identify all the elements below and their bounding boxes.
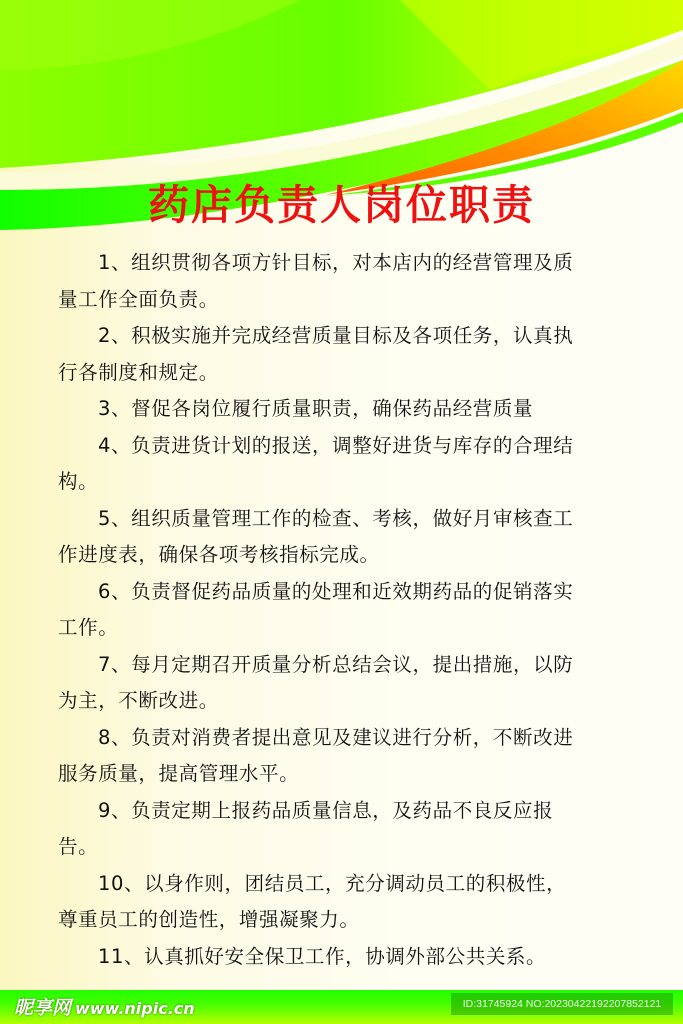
duty-4-line-2: 构。 — [58, 470, 99, 493]
duty-11-line-1: 11、认真抓好安全保卫工作，协调外部公共关系。 — [98, 944, 547, 968]
duty-5-line-2: 作进度表，确保各项考核指标完成。 — [58, 543, 380, 566]
duties-list — [58, 245, 640, 975]
duty-7-line-1: 7、每月定期召开质量分析总结会议，提出措施，以防 — [98, 652, 574, 676]
duty-2-line-1: 2、积极实施并完成经营质量目标及各项任务，认真执 — [98, 324, 574, 347]
duty-6-line-2: 工作。 — [58, 616, 119, 639]
duty-10-line-1: 10、以身作则，团结员工，充分调动员工的积极性， — [98, 871, 567, 895]
duty-7-line-2: 为主，不断改进。 — [58, 689, 219, 712]
duty-3-line-1: 3、督促各岗位履行质量职责，确保药品经营质量 — [98, 397, 534, 420]
watermark-footer — [0, 990, 683, 1024]
duty-4-line-1: 4、负责进货计划的报送，调整好进货与库存的合理结 — [98, 433, 574, 457]
duty-5-line-1: 5、组织质量管理工作的检查、考核，做好月审核查工 — [98, 506, 574, 530]
duty-8-line-1: 8、负责对消费者提出意见及建议进行分析，不断改进 — [98, 725, 574, 749]
duty-1-line-2: 量工作全面负责。 — [58, 287, 219, 311]
logo-text: 昵享网 — [14, 997, 72, 1019]
duty-8-line-2: 服务质量，提高管理水平。 — [58, 762, 300, 785]
duty-6-line-1: 6、负责督促药品质量的处理和近效期药品的促销落实 — [98, 579, 574, 603]
site-logo — [14, 993, 195, 1020]
duty-1-line-1: 1、组织贯彻各项方针目标，对本店内的经营管理及质 — [98, 251, 574, 274]
duty-10-line-2: 尊重员工的创造性，增强凝聚力。 — [58, 908, 360, 931]
duty-9-line-2: 告。 — [58, 835, 99, 858]
page-title: 药店负责人岗位职责 — [148, 181, 535, 229]
image-id-badge: ID:31745924 NO:20230422192207852121 — [451, 993, 673, 1015]
duty-2-line-2: 行各制度和规定。 — [58, 360, 219, 384]
site-url: www.nipic.cn — [75, 999, 195, 1018]
duty-9-line-1: 9、负责定期上报药品质量信息，及药品不良反应报 — [98, 798, 554, 822]
